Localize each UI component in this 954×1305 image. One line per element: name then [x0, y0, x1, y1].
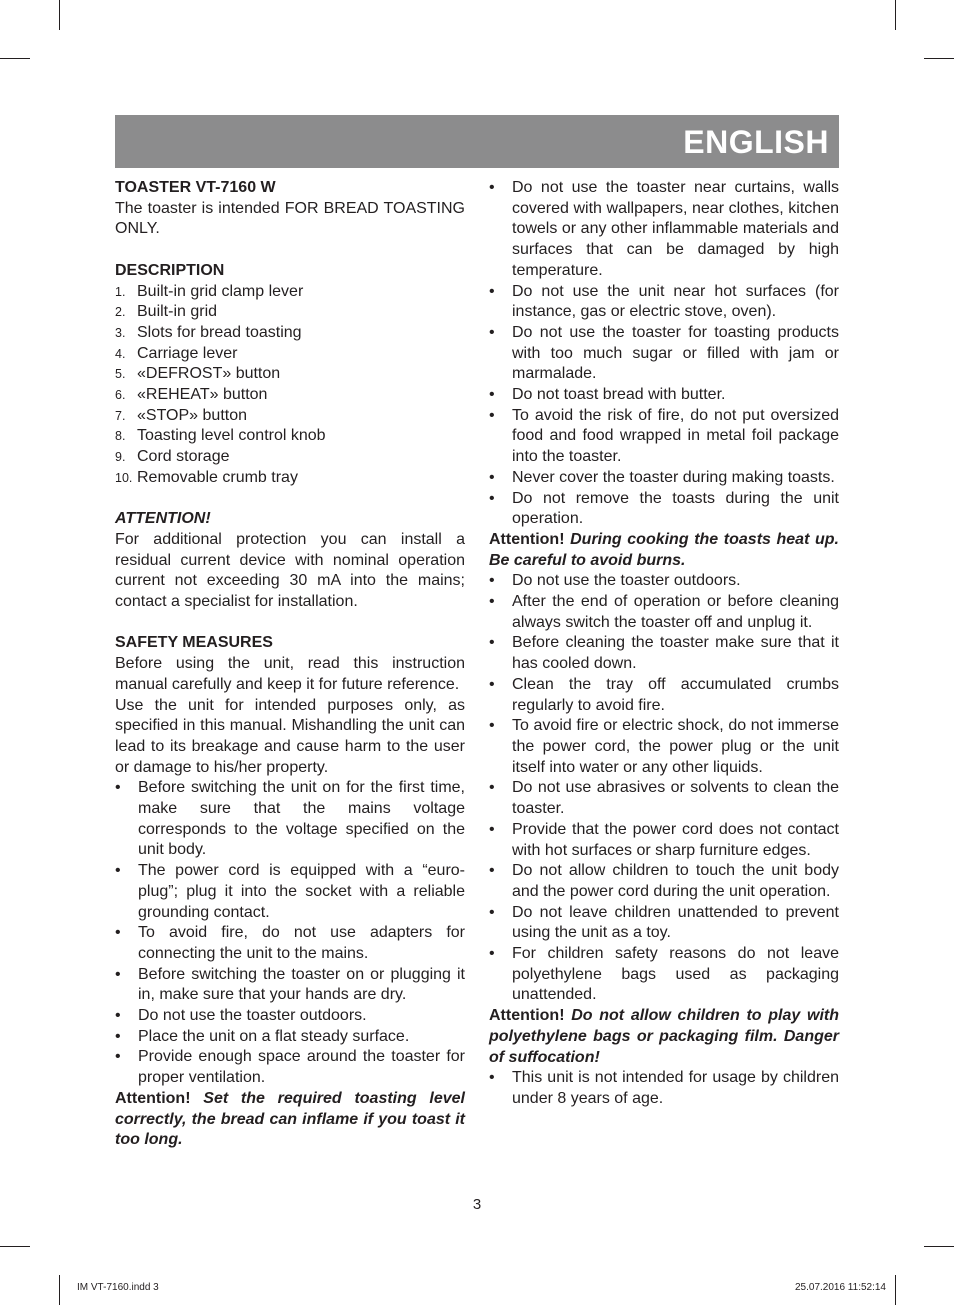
bullet-item — [489, 592, 839, 633]
description-item — [115, 385, 465, 406]
bullet-item — [489, 716, 839, 778]
bullet-icon: • — [489, 903, 495, 921]
attention-note — [115, 1089, 465, 1151]
bullet-icon: • — [489, 572, 495, 590]
bullet-text: To avoid fire, do not use adapters for connecting the unit to the mains. — [138, 924, 465, 962]
bullet-text: The power cord is equipped with a “euro-plug”; plug it into the socket with a reliable grounding contact. — [138, 862, 465, 921]
bullet-item — [489, 468, 839, 489]
bullet-text: Never cover the toaster during making toasts. — [512, 468, 835, 486]
bullet-text: Do not leave children unattended to prevent using the unit as a toy. — [512, 903, 839, 942]
bullet-icon: • — [115, 862, 121, 880]
item-number: 3. — [115, 325, 126, 340]
item-number: 7. — [115, 408, 126, 423]
bullet-item — [115, 965, 465, 1006]
attention-label: Attention! — [489, 530, 565, 548]
item-number: 4. — [115, 346, 126, 361]
bullet-text: Before switching the unit on for the first time, make sure that the mains voltage corresponds to the voltage specified on the unit body. — [138, 779, 465, 859]
item-number: 5. — [115, 367, 126, 382]
right-column — [489, 178, 839, 1110]
bullet-icon: • — [489, 945, 495, 963]
item-number: 10. — [115, 470, 133, 485]
language-title: ENGLISH — [683, 124, 829, 160]
bullet-icon: • — [489, 675, 495, 693]
bullet-text: Do not use the toaster near curtains, walls covered with wallpapers, near clothes, kitchen towels or any other inflammable materials and surfaces that can be damaged by high temperature. — [512, 179, 839, 279]
item-text: «DEFROST» button — [137, 365, 281, 383]
bullet-text: To avoid fire or electric shock, do not immerse the power cord, the power plug or the unit itself into water or any other liquids. — [512, 717, 839, 776]
bullet-text: Do not allow children to touch the unit body and the power cord during the unit operation. — [512, 862, 839, 900]
attention-note — [489, 530, 839, 571]
bullet-item — [489, 675, 839, 716]
crop-mark — [59, 1275, 60, 1305]
item-number: 6. — [115, 388, 126, 403]
bullet-text: This unit is not intended for usage by children under 8 years of age. — [512, 1069, 839, 1107]
intro-text: The toaster is intended FOR BREAD TOASTING ONLY. — [115, 199, 465, 238]
bullet-icon: • — [489, 717, 495, 735]
description-list — [115, 282, 465, 489]
bullet-item — [489, 944, 839, 1006]
safety-paragraph: Before using the unit, read this instruction manual carefully and keep it for future reference. — [115, 655, 465, 693]
bullet-text: Before switching the toaster on or plugging it in, make sure that your hands are dry. — [138, 965, 465, 1004]
safety-bullet-list — [489, 571, 839, 1006]
bullet-text: After the end of operation or before cleaning always switch the toaster off and unplug it. — [512, 593, 839, 631]
bullet-text: Provide that the power cord does not contact with hot surfaces or sharp furniture edges. — [512, 820, 839, 859]
attention-note — [489, 1006, 839, 1068]
bullet-item — [489, 385, 839, 406]
bullet-icon: • — [489, 468, 495, 486]
bullet-icon: • — [489, 1069, 495, 1087]
description-item — [115, 406, 465, 427]
bullet-icon: • — [489, 634, 495, 652]
bullet-item — [115, 861, 465, 923]
page-number: 3 — [472, 1196, 482, 1213]
bullet-icon: • — [489, 386, 495, 404]
item-number: 2. — [115, 305, 126, 320]
date-slug: 25.07.2016 11:52:14 — [794, 1282, 886, 1293]
safety-heading: SAFETY MEASURES — [115, 634, 273, 652]
bullet-item — [115, 1047, 465, 1088]
bullet-icon: • — [489, 282, 495, 300]
bullet-icon: • — [489, 593, 495, 611]
crop-mark — [895, 1275, 896, 1305]
bullet-item — [115, 1006, 465, 1027]
bullet-item — [489, 406, 839, 468]
bullet-item — [489, 571, 839, 592]
bullet-item — [489, 820, 839, 861]
bullet-text: Do not remove the toasts during the unit operation. — [512, 489, 839, 528]
attention-label: Attention! — [115, 1089, 191, 1107]
bullet-icon: • — [489, 406, 495, 424]
safety-bullet-list — [489, 1068, 839, 1109]
bullet-icon: • — [489, 179, 495, 196]
bullet-item — [489, 778, 839, 819]
bullet-text: Do not use abrasives or solvents to clean the toaster. — [512, 779, 839, 818]
description-item — [115, 426, 465, 447]
item-text: Removable crumb tray — [137, 468, 298, 486]
bullet-icon: • — [489, 862, 495, 880]
file-slug: IM VT-7160.indd 3 — [77, 1282, 159, 1293]
bullet-text: Provide enough space around the toaster for proper ventilation. — [138, 1048, 465, 1087]
description-item — [115, 302, 465, 323]
bullet-text: Place the unit on a flat steady surface. — [138, 1027, 410, 1045]
bullet-item — [489, 323, 839, 385]
attention-text: For additional protection you can install a residual current device with nominal operation current not exceeding 30 mA into the mains; contact a specialist for installation. — [115, 530, 465, 611]
bullet-text: Do not use the toaster outdoors. — [138, 1007, 367, 1025]
attention-label: Attention! — [489, 1007, 565, 1025]
bullet-item — [489, 282, 839, 323]
item-text: Cord storage — [137, 448, 230, 466]
crop-mark — [895, 0, 896, 30]
crop-mark — [924, 58, 954, 59]
safety-bullet-list — [115, 778, 465, 1089]
crop-mark — [0, 1246, 30, 1247]
bullet-text: For children safety reasons do not leave polyethylene bags used as packaging unattended. — [512, 945, 839, 1004]
item-number: 8. — [115, 429, 126, 444]
bullet-icon: • — [489, 489, 495, 507]
bullet-icon: • — [115, 924, 121, 942]
description-item — [115, 282, 465, 303]
description-item — [115, 447, 465, 468]
item-text: «STOP» button — [137, 406, 247, 424]
bullet-icon: • — [115, 779, 121, 797]
attention-note-text: During cooking the toasts heat up. Be careful to avoid burns. — [489, 530, 839, 569]
bullet-text: Before cleaning the toaster make sure that it has cooled down. — [512, 634, 839, 673]
safety-paragraph: Use the unit for intended purposes only, as specified in this manual. Mishandling the unit can lead to its breakage and cause harm to the user or damage to his/her property. — [115, 696, 465, 776]
bullet-icon: • — [115, 1048, 121, 1066]
item-text: Carriage lever — [137, 344, 238, 362]
item-number: 9. — [115, 450, 126, 465]
bullet-item — [489, 178, 839, 282]
crop-mark — [59, 0, 60, 30]
attention-heading: ATTENTION! — [115, 510, 211, 528]
crop-mark — [924, 1246, 954, 1247]
bullet-item — [115, 778, 465, 861]
bullet-icon: • — [489, 779, 495, 797]
bullet-text: To avoid the risk of fire, do not put oversized food and food wrapped in metal foil package into the toaster. — [512, 406, 839, 466]
bullet-item — [489, 1068, 839, 1109]
bullet-text: Do not toast bread with butter. — [512, 386, 726, 404]
bullet-icon: • — [489, 323, 495, 341]
bullet-item — [489, 633, 839, 674]
bullet-item — [489, 903, 839, 944]
bullet-item — [115, 923, 465, 964]
description-item — [115, 323, 465, 344]
bullet-item — [115, 1027, 465, 1048]
left-column — [115, 178, 465, 1151]
description-item — [115, 364, 465, 385]
description-item — [115, 344, 465, 365]
bullet-icon: • — [115, 1007, 121, 1025]
description-heading: DESCRIPTION — [115, 261, 225, 279]
safety-bullet-list — [489, 178, 839, 530]
bullet-text: Do not use the toaster outdoors. — [512, 572, 741, 590]
bullet-item — [489, 861, 839, 902]
item-number: 1. — [115, 284, 126, 299]
attention-note-text: Set the required toasting level correctly, the bread can inflame if you toast it too long. — [115, 1089, 465, 1149]
item-text: Built-in grid — [137, 303, 218, 321]
bullet-text: Do not use the toaster for toasting products with too much sugar or filled with jam or marmalade. — [512, 323, 839, 383]
bullet-text: Do not use the unit near hot surfaces (for instance, gas or electric stove, oven). — [512, 282, 839, 321]
item-text: Slots for bread toasting — [137, 323, 302, 341]
bullet-text: Clean the tray off accumulated crumbs regularly to avoid fire. — [512, 675, 839, 714]
description-item — [115, 468, 465, 489]
product-title: TOASTER VT-7160 W — [115, 179, 276, 196]
item-text: «REHEAT» button — [137, 386, 268, 404]
bullet-icon: • — [115, 1027, 121, 1045]
bullet-icon: • — [489, 820, 495, 838]
item-text: Built-in grid clamp lever — [137, 282, 304, 300]
attention-note-text: Do not allow children to play with polyethylene bags or packaging film. Danger of suffocation! — [489, 1007, 839, 1066]
bullet-icon: • — [115, 965, 121, 983]
bullet-item — [489, 489, 839, 530]
crop-mark — [0, 58, 30, 59]
language-header — [115, 115, 839, 168]
item-text: Toasting level control knob — [137, 427, 326, 445]
